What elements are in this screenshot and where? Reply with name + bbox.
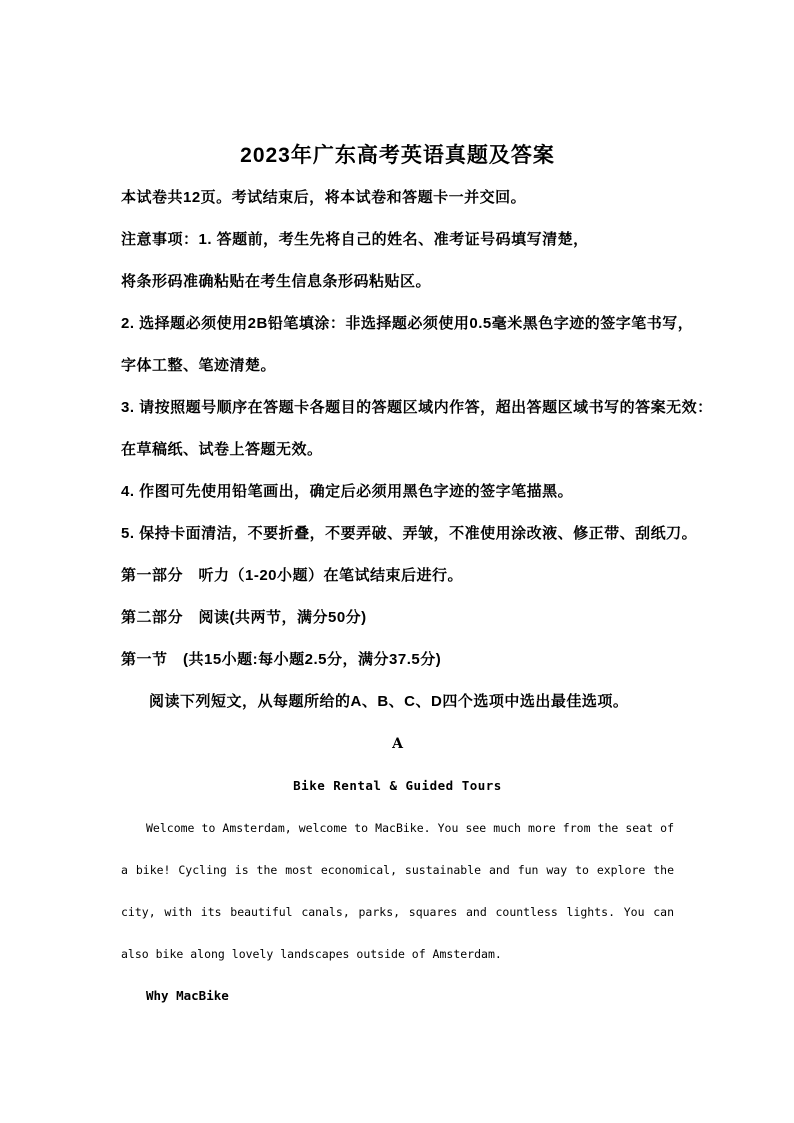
exam-notice [121, 177, 713, 681]
notice-line-item2-cont: 字体工整、笔迹清楚。 [121, 357, 277, 374]
passage-section-label: A [392, 736, 403, 752]
passage-paragraph: Welcome to Amsterdam, welcome to MacBike. You see much more from the seat of a bike! Cycling is the most economical, sustainable and fun way to explore the city, with its beautiful canals, parks, squares and countless lights. You can also bike along lovely landscapes outside of Amsterdam. [121, 821, 674, 961]
notice-line-item2: 2. 选择题必须使用2B铅笔填涂：非选择题必须使用0.5毫米黑色字迹的签字笔书写， [121, 315, 694, 332]
notice-line-item5: 5. 保持卡面清洁，不要折叠，不要弄破、弄皱，不准使用涂改液、修正带、刮纸刀。 [121, 525, 698, 542]
part-one-heading: 第一部分 听力（1-20小题）在笔试结束后进行。 [121, 567, 464, 584]
part-two-heading: 第二部分 阅读(共两节，满分50分) [121, 609, 367, 626]
reading-instruction: 阅读下列短文，从每题所给的A、B、C、D四个选项中选出最佳选项。 [149, 693, 629, 710]
notice-line-item3: 3. 请按照题号顺序在答题卡各题目的答题区域内作答，超出答题区域书写的答案无效： [121, 399, 713, 416]
notice-line-intro: 本试卷共12页。考试结束后，将本试卷和答题卡一并交回。 [121, 189, 527, 206]
notice-line-item1-cont: 将条形码准确粘贴在考生信息条形码粘贴区。 [121, 273, 432, 290]
passage-subheading: Why MacBike [146, 988, 229, 1003]
notice-line-item4: 4. 作图可先使用铅笔画出，确定后必须用黑色字迹的签字笔描黑。 [121, 483, 574, 500]
document-content [0, 143, 794, 1017]
notice-line-item1: 注意事项：1. 答题前，考生先将自己的姓名、准考证号码填写清楚， [121, 231, 589, 248]
document-title: 2023年广东高考英语真题及答案 [240, 144, 555, 167]
passage-title: Bike Rental & Guided Tours [293, 778, 502, 793]
section-one-heading: 第一节 (共15小题:每小题2.5分，满分37.5分) [121, 651, 442, 668]
notice-line-item3-cont: 在草稿纸、试卷上答题无效。 [121, 441, 323, 458]
